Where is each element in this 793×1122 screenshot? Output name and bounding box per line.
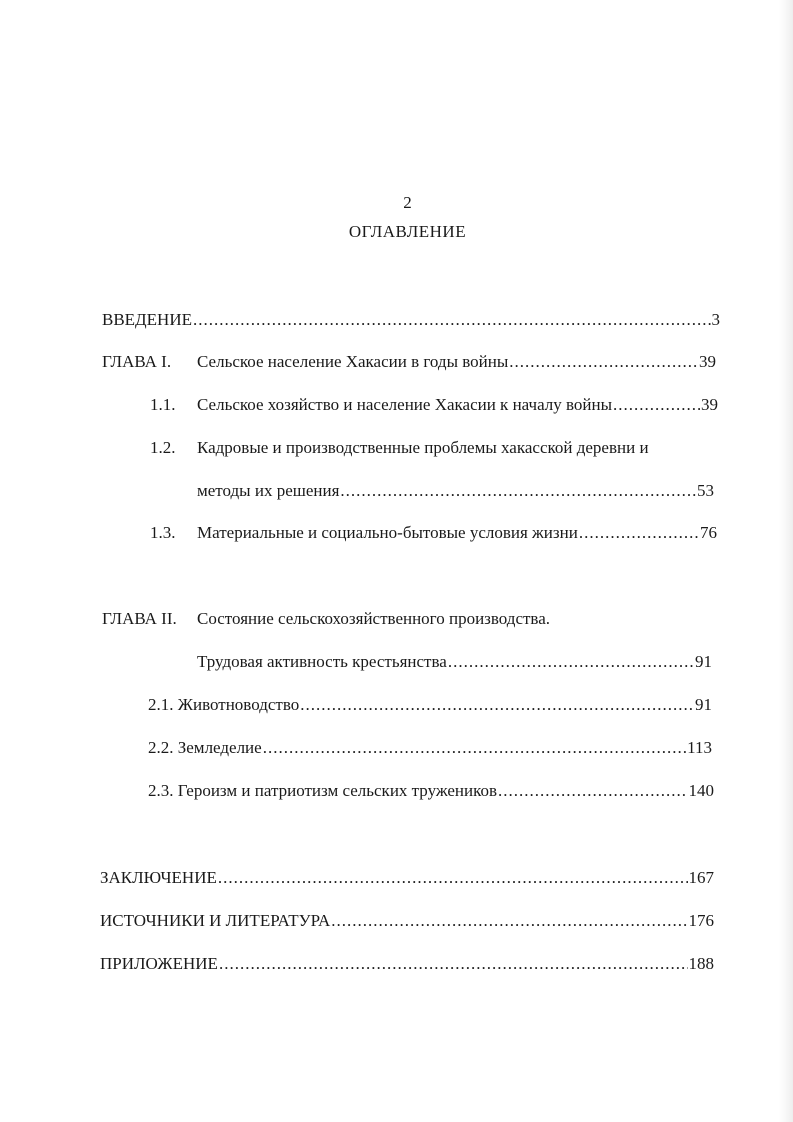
toc-page: 140 — [688, 781, 714, 800]
toc-leader — [498, 780, 687, 802]
toc-leader — [340, 480, 696, 502]
toc-leader — [579, 522, 699, 544]
toc-number: 1.2. — [150, 438, 176, 457]
toc-entry-section-1-2-cont — [197, 480, 714, 502]
toc-number: 1.1. — [150, 395, 176, 414]
toc-entry-sources — [100, 910, 714, 932]
toc-page: 76 — [700, 523, 717, 542]
toc-page: 113 — [687, 738, 712, 757]
toc-number: 1.3. — [150, 523, 176, 542]
toc-label: 2.3. Героизм и патриотизм сельских тружеников — [148, 781, 498, 800]
toc-label-continued: методы их решения — [197, 481, 340, 500]
toc-entry-conclusion — [100, 867, 714, 889]
toc-entry-section-1-2 — [150, 437, 710, 459]
toc-page: 167 — [688, 868, 714, 887]
toc-entry-section-1-1 — [150, 394, 718, 416]
toc-leader — [613, 394, 700, 416]
toc-page: 91 — [695, 695, 712, 714]
toc-entry-intro — [102, 309, 720, 331]
toc-entry-chapter-2-cont — [197, 651, 712, 673]
toc-label: ПРИЛОЖЕНИЕ — [100, 954, 218, 973]
toc-leader — [218, 867, 688, 889]
toc-entry-chapter-2 — [102, 608, 602, 630]
toc-leader — [448, 651, 694, 673]
toc-number: ГЛАВА I. — [102, 352, 172, 371]
toc-page: 91 — [695, 652, 712, 671]
toc-page: 3 — [711, 310, 720, 329]
toc-entry-chapter-1 — [102, 351, 716, 373]
toc-page: 176 — [688, 911, 714, 930]
toc-leader — [300, 694, 694, 716]
toc-label: Сельское население Хакасии в годы войны — [197, 352, 509, 371]
toc-label: ЗАКЛЮЧЕНИЕ — [100, 868, 217, 887]
toc-leader — [193, 309, 711, 331]
toc-number: ГЛАВА II. — [102, 609, 177, 628]
toc-entry-appendix — [100, 953, 714, 975]
toc-leader — [263, 737, 686, 759]
toc-leader — [509, 351, 698, 373]
toc-page: 53 — [697, 481, 714, 500]
toc-leader — [219, 953, 688, 975]
toc-leader — [331, 910, 687, 932]
toc-label: ИСТОЧНИКИ И ЛИТЕРАТУРА — [100, 911, 331, 930]
toc-entry-section-1-3 — [150, 522, 717, 544]
toc-title: ОГЛАВЛЕНИЕ — [348, 222, 467, 241]
toc-label: Кадровые и производственные проблемы хакасской деревни и — [197, 438, 649, 457]
toc-label: Материальные и социально-бытовые условия жизни — [197, 523, 578, 542]
toc-entry-section-2-1 — [148, 694, 712, 716]
toc-entry-section-2-3 — [148, 780, 714, 802]
toc-label: Состояние сельскохозяйственного производства. — [197, 609, 551, 628]
toc-label: Сельское хозяйство и население Хакасии к началу войны — [197, 395, 613, 414]
toc-page: 188 — [688, 954, 714, 973]
toc-page: 39 — [699, 352, 716, 371]
toc-label: 2.1. Животноводство — [148, 695, 300, 714]
toc-label-continued: Трудовая активность крестьянства — [197, 652, 447, 671]
toc-page: 39 — [701, 395, 718, 414]
scan-edge-shadow — [779, 0, 793, 1122]
toc-label: ВВЕДЕНИЕ — [102, 310, 192, 329]
page-number: 2 — [403, 193, 412, 212]
toc-entry-section-2-2 — [148, 737, 712, 759]
toc-label: 2.2. Земледелие — [148, 738, 262, 757]
